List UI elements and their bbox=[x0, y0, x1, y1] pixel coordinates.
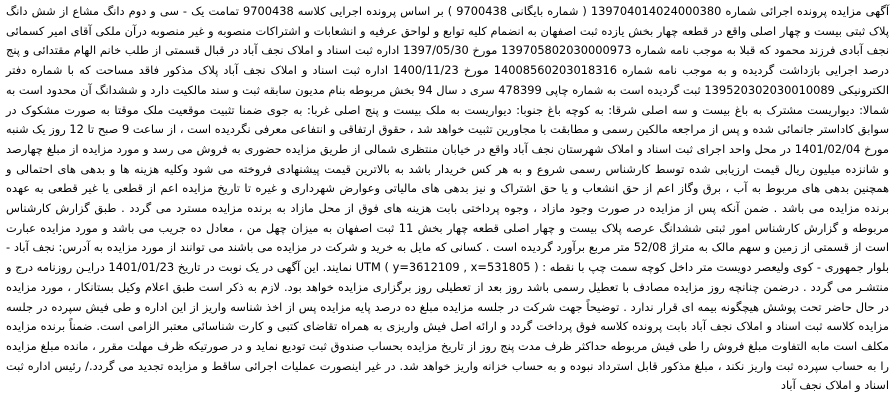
notice-body: آگهی مزایده پرونده اجرائی شماره 139704014024000380 ( شماره بایگانی 9700438 ) بر اساس پرونده اجرایی کلاسه 9700438 تمامت یک - سی و دوم دانگ مشاع از شش دانگ پلاک ثبتی بیست و چهار اصلی واقع در قطعه چهار بخش یازده ثبت اصفهان به انضمام کلیه توابع و لواحق عرفیه و انشعابات و اشتراکات منصوبه و غیر منصوبه درآن ملکی آقای امیر کسمائی نجف آبادی فرزند محمود که قبلا به موجب نامه شماره 139705802030000973 مورخ 1397/05/30 اداره ثبت اسناد و املاک نجف آباد در قبال قسمتی از طلب خانم الهام مقتدائی و پنج درصد اجرایی بازداشت گردیده و به موجب نامه شماره 14008560203018316 مورخ 1400/11/23 اداره ثبت اسناد و املاک نجف آباد پلاک مذکور فاقد مساحت که با شماره دفتر الکترونیکی 139520302030010089 ثبت گردیده است به شماره چاپی 478399 سری د سال 94 بخش مربوطه بنام مدیون سابقه ثبت و سند مالکیت دارد و ششدانگ آن محدود است به شمالا: دیواریست مشترک به باغ بیست و سه اصلی شرقا: به کوچه باغ جنوبا: دیواریست به ملک بیست و پنج اصلی غربا: به جوی ضمنا تثبیت موقعیت ملک موقتا به صورت مشکوک در سوابق کاداستر جانمائی شده و پس از مراجعه مالکین رسمی و مطابقت با مجاورین تثبیت خواهد شد ، حقوق ارتفاقی و انتفاعی معرفی نگردیده است ، از ساعت 9 صبح تا 12 روز یک شنبه مورخ 1401/02/04 در محل واحد اجرای ثبت اسناد و املاک شهرستان نجف آباد واقع در خیابان منتظری شمالی از طریق مزایده حضوری به فروش می رسد و مورد مزایده از مبلغ چهارصد و شانزده میلیون ریال قیمت ارزیابی شده توسط کارشناس رسمی شروع و به هر کس خریدار باشد به بالاترین قیمت پیشنهادی فروخته می شود وکلیه هزینه ها و بدهی های احتمالی و همچنین بدهی های مربوط به آب ، برق وگاز اعم از حق انشعاب و یا حق اشتراک و نیز بدهی های مالیاتی وعوارض شهرداری و غیره تا تاریخ مزایده اعم از قطعی یا غیر قطعی به عهده برنده مزایده می باشد . ضمن آنکه پس از مزایده در صورت وجود مازاد ، وجوه پرداختی بابت هزینه های فوق از محل مازاد به برنده مزایده مسترد می گردد . طبق گزارش کارشناس مربوطه و گزارش کارشناس امور ثبتی ششدانگ عرصه پلاک بیست و چهار اصلی قطعه چهار بخش 11 ثبت اصفهان به میزان چهل من ، معادل ده جریب می باشد و مورد مزایده عبارت است از قسمتی از زمین و سهم مالک به متراژ 52/08 متر مربع برآورد گردیده است . کسانی که مایل به خرید و شرکت در مزایده می باشند می توانند از مورد مزایده به آدرس: نجف آباد - بلوار جمهوری - کوی ولیعصر دویست متر داخل کوچه سمت چپ با نقطه : UTM ( y=3612109 , x=531805 ) نمایند. این آگهی در یک نوبت در تاریخ 1401/01/23 درایـن روزنامه درج و منتشـر می گردد . درضمن چنانچه روز مزایده مصادف با تعطیل رسمی باشد روز بعد از تعطیلی روز برگزاری مزایده خواهد بود. لازم به ذکر است طبق اعلام وکیل بستانکار ، مورد مزایده در حال حاضر تحت پوشش هیچگونه بیمه ای قرار ندارد . توضیحاً جهت شرکت در جلسه مزایده مبلغ ده درصد پایه مزایده پس از اخذ شناسه واریز از این اداره و طی فیش سپرده در جلسه مزایده کلاسه ثبت اسناد و املاک نجف آباد بابت پرونده کلاسه فوق پرداخت گردد و ارائه اصل فیش واریزی به همراه تقاضای کتبی و کارت شناسائی معتبر الزامی است. ضمناً برنده مزایده مکلف است مابه التفاوت مبلغ فروش را طی فیش مربوطه حداکثر ظرف مدت پنج روز از تاریخ مزایده بحساب صندوق ثبت تودیع نماید و در صورتیکه ظرف مهلت مقرر ، مانده مبلغ مزایده را به حساب سپرده ثبت واریز نکند ، مبلغ مذکور قابل استرداد نبوده و به حساب خزانه واریز خواهد شد. در غیر اینصورت عملیات اجرائی ساقط و مزایده تجدید می گردد./ رئیس اداره ثبت اسناد و املاک نجف آباد bbox=[6, 4, 890, 393]
auction-notice-text bbox=[4, 2, 891, 409]
